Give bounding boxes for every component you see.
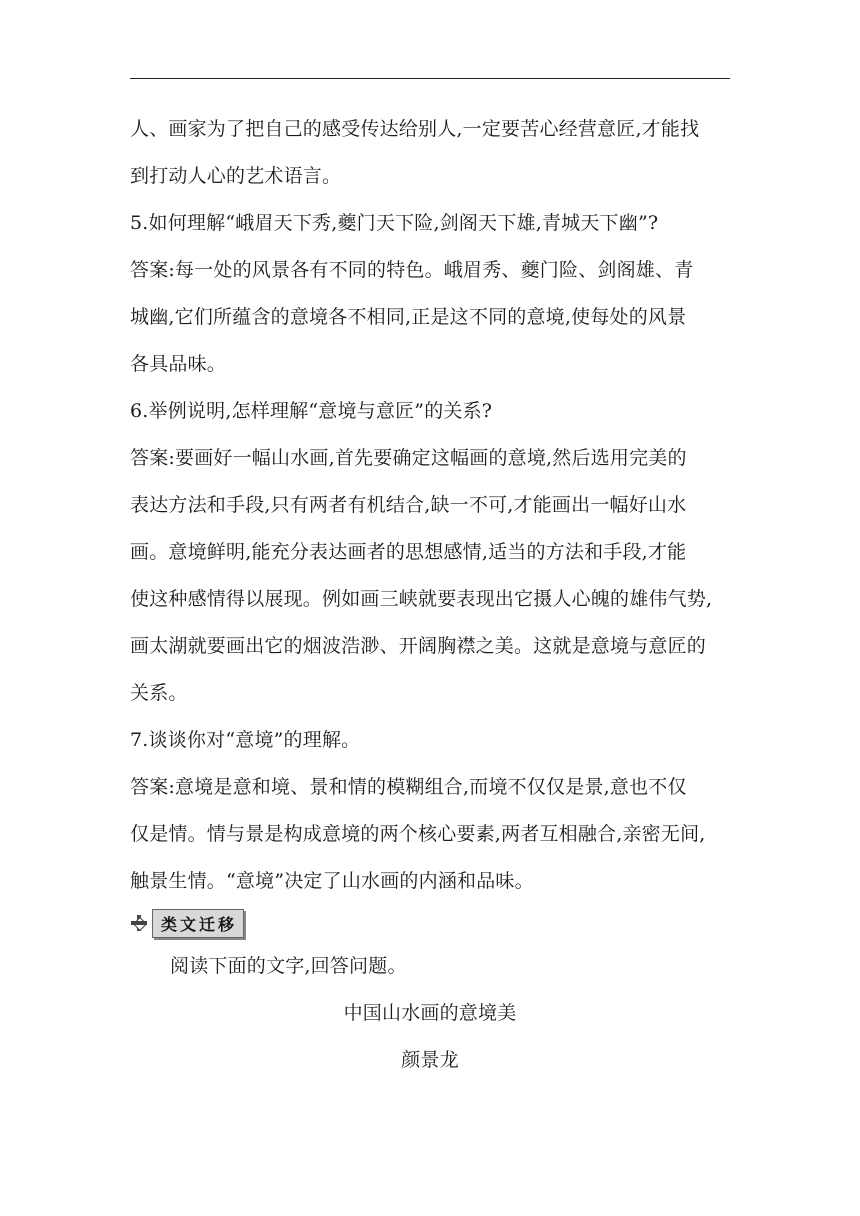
article-author: 颜景龙: [401, 1049, 459, 1071]
answer-line: 表达方法和手段,只有两者有机结合,缺一不可,才能画出一幅好山水: [130, 494, 687, 516]
answer-line: 关系。: [130, 682, 188, 704]
page-body: [130, 106, 730, 1084]
question-6: 6.举例说明,怎样理解“意境与意匠”的关系?: [130, 400, 493, 422]
section-header: [130, 903, 730, 943]
answer-line: 触景生情。“意境”决定了山水画的内涵和品味。: [130, 870, 534, 892]
answer-line: 画太湖就要画出它的烟波浩渺、开阔胸襟之美。这就是意境与意匠的: [130, 635, 707, 657]
answer-line: 答案:要画好一幅山水画,首先要确定这幅画的意境,然后选用完美的: [130, 447, 687, 469]
header-rule: [130, 78, 730, 79]
answer-line: 仅是情。情与景是构成意境的两个核心要素,两者互相融合,亲密无间,: [130, 823, 706, 845]
text-line: 到打动人心的艺术语言。: [130, 165, 342, 187]
answer-line: 使这种感情得以展现。例如画三峡就要表现出它摄人心魄的雄伟气势,: [130, 588, 713, 610]
question-7: 7.谈谈你对“意境”的理解。: [130, 729, 361, 751]
answer-line: 画。意境鲜明,能充分表达画者的思想感情,适当的方法和手段,才能: [130, 541, 687, 563]
instruction-text: 阅读下面的文字,回答问题。: [170, 955, 407, 977]
answer-line: 各具品味。: [130, 353, 227, 375]
ornament-cross-icon: [130, 914, 148, 932]
answer-line: 答案:意境是意和境、景和情的模糊组合,而境不仅仅是景,意也不仅: [130, 776, 687, 798]
section-tag: 类文迁移: [152, 909, 244, 938]
answer-line: 城幽,它们所蕴含的意境各不相同,正是这不同的意境,使每处的风景: [130, 306, 687, 328]
question-5: 5.如何理解“峨眉天下秀,夔门天下险,剑阁天下雄,青城天下幽”?: [130, 212, 659, 234]
text-line: 人、画家为了把自己的感受传达给别人,一定要苦心经营意匠,才能找: [130, 118, 700, 140]
article-title: 中国山水画的意境美: [343, 1002, 517, 1024]
answer-line: 答案:每一处的风景各有不同的特色。峨眉秀、夔门险、剑阁雄、青: [130, 259, 694, 281]
